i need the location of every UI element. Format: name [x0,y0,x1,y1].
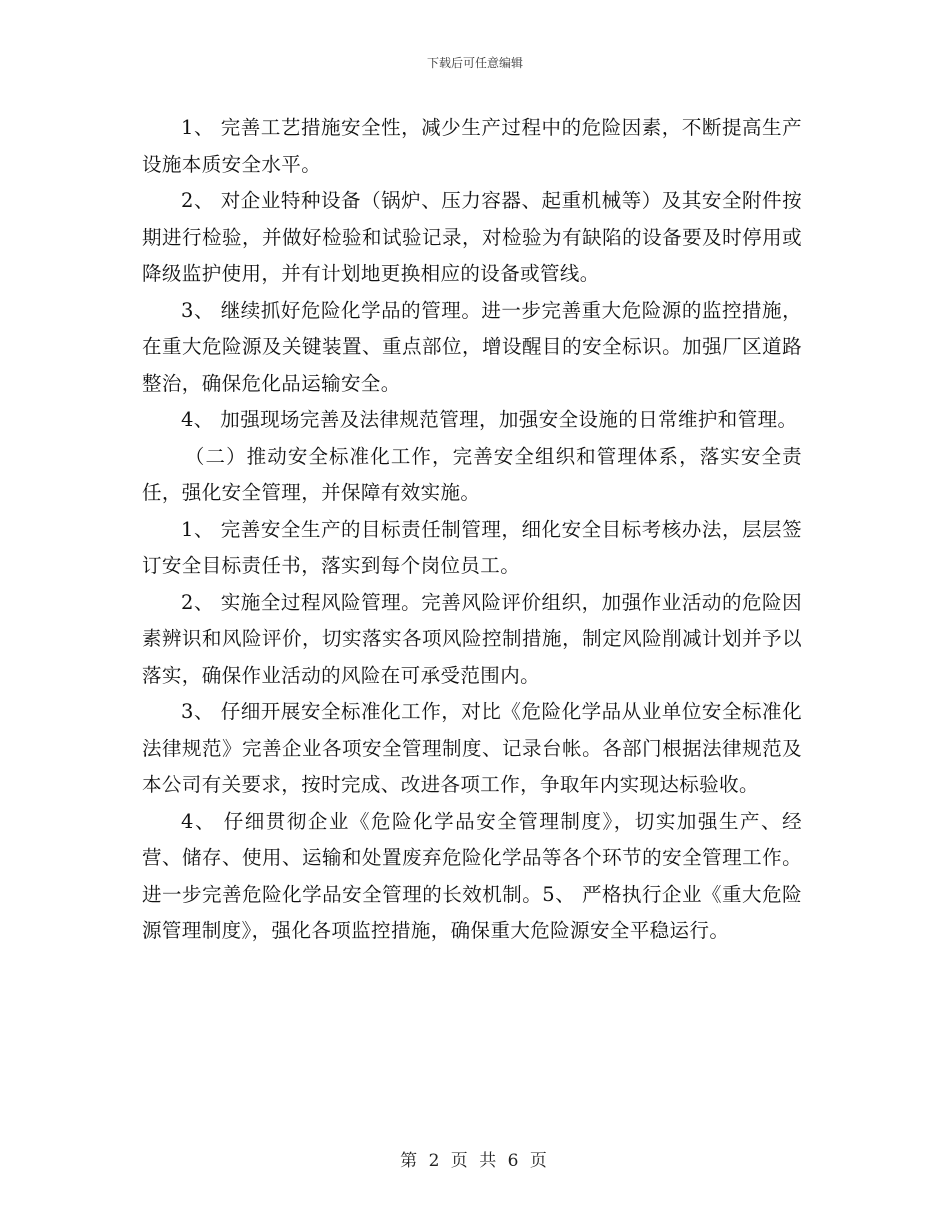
document-body [142,110,802,950]
header-note: 下载后可任意编辑 [426,56,523,70]
paragraph-1: 1、 完善工艺措施安全性，减少生产过程中的危险因素，不断提高生产设施本质安全水平。 [142,116,802,176]
paragraph-7: 3、 仔细开展安全标准化工作，对比《危险化学品从业单位安全标准化法律规范》完善企业各项安全管理制度、记录台帐。各部门根据法律规范及本公司有关要求，按时完成、改进各项工作，争取年内实现达标验收。 [142,700,802,796]
paragraph-4: 4、 加强现场完善及法律规范管理，加强安全设施的日常维护和管理。 [181,408,798,431]
section-heading-2: （二）推动安全标准化工作，完善安全组织和管理体系，落实安全责任，强化安全管理，并保障有效实施。 [142,444,802,504]
paragraph-8: 4、 仔细贯彻企业《危险化学品安全管理制度》，切实加强生产、经营、储存、使用、运输和处置废弃危险化学品等各个环节的安全管理工作。进一步完善危险化学品安全管理的长效机制。5、 严格执行企业《重大危险源管理制度》，强化各项监控措施，确保重大危险源安全平稳运行。 [142,809,802,942]
paragraph-5: 1、 完善安全生产的目标责任制管理，细化安全目标考核办法，层层签订安全目标责任书，落实到每个岗位员工。 [142,517,802,577]
paragraph-3: 3、 继续抓好危险化学品的管理。进一步完善重大危险源的监控措施，在重大危险源及关键装置、重点部位，增设醒目的安全标识。加强厂区道路整治，确保危化品运输安全。 [142,298,802,395]
paragraph-2: 2、 对企业特种设备（锅炉、压力容器、起重机械等）及其安全附件按期进行检验，并做好检验和试验记录，对检验为有缺陷的设备要及时停用或降级监护使用，并有计划地更换相应的设备或管线。 [142,189,802,285]
page-number-footer: 第 2 页 共 6 页 [400,1151,550,1171]
paragraph-6: 2、 实施全过程风险管理。完善风险评价组织，加强作业活动的危险因素辨识和风险评价，切实落实各项风险控制措施，制定风险削减计划并予以落实，确保作业活动的风险在可承受范围内。 [142,590,802,687]
